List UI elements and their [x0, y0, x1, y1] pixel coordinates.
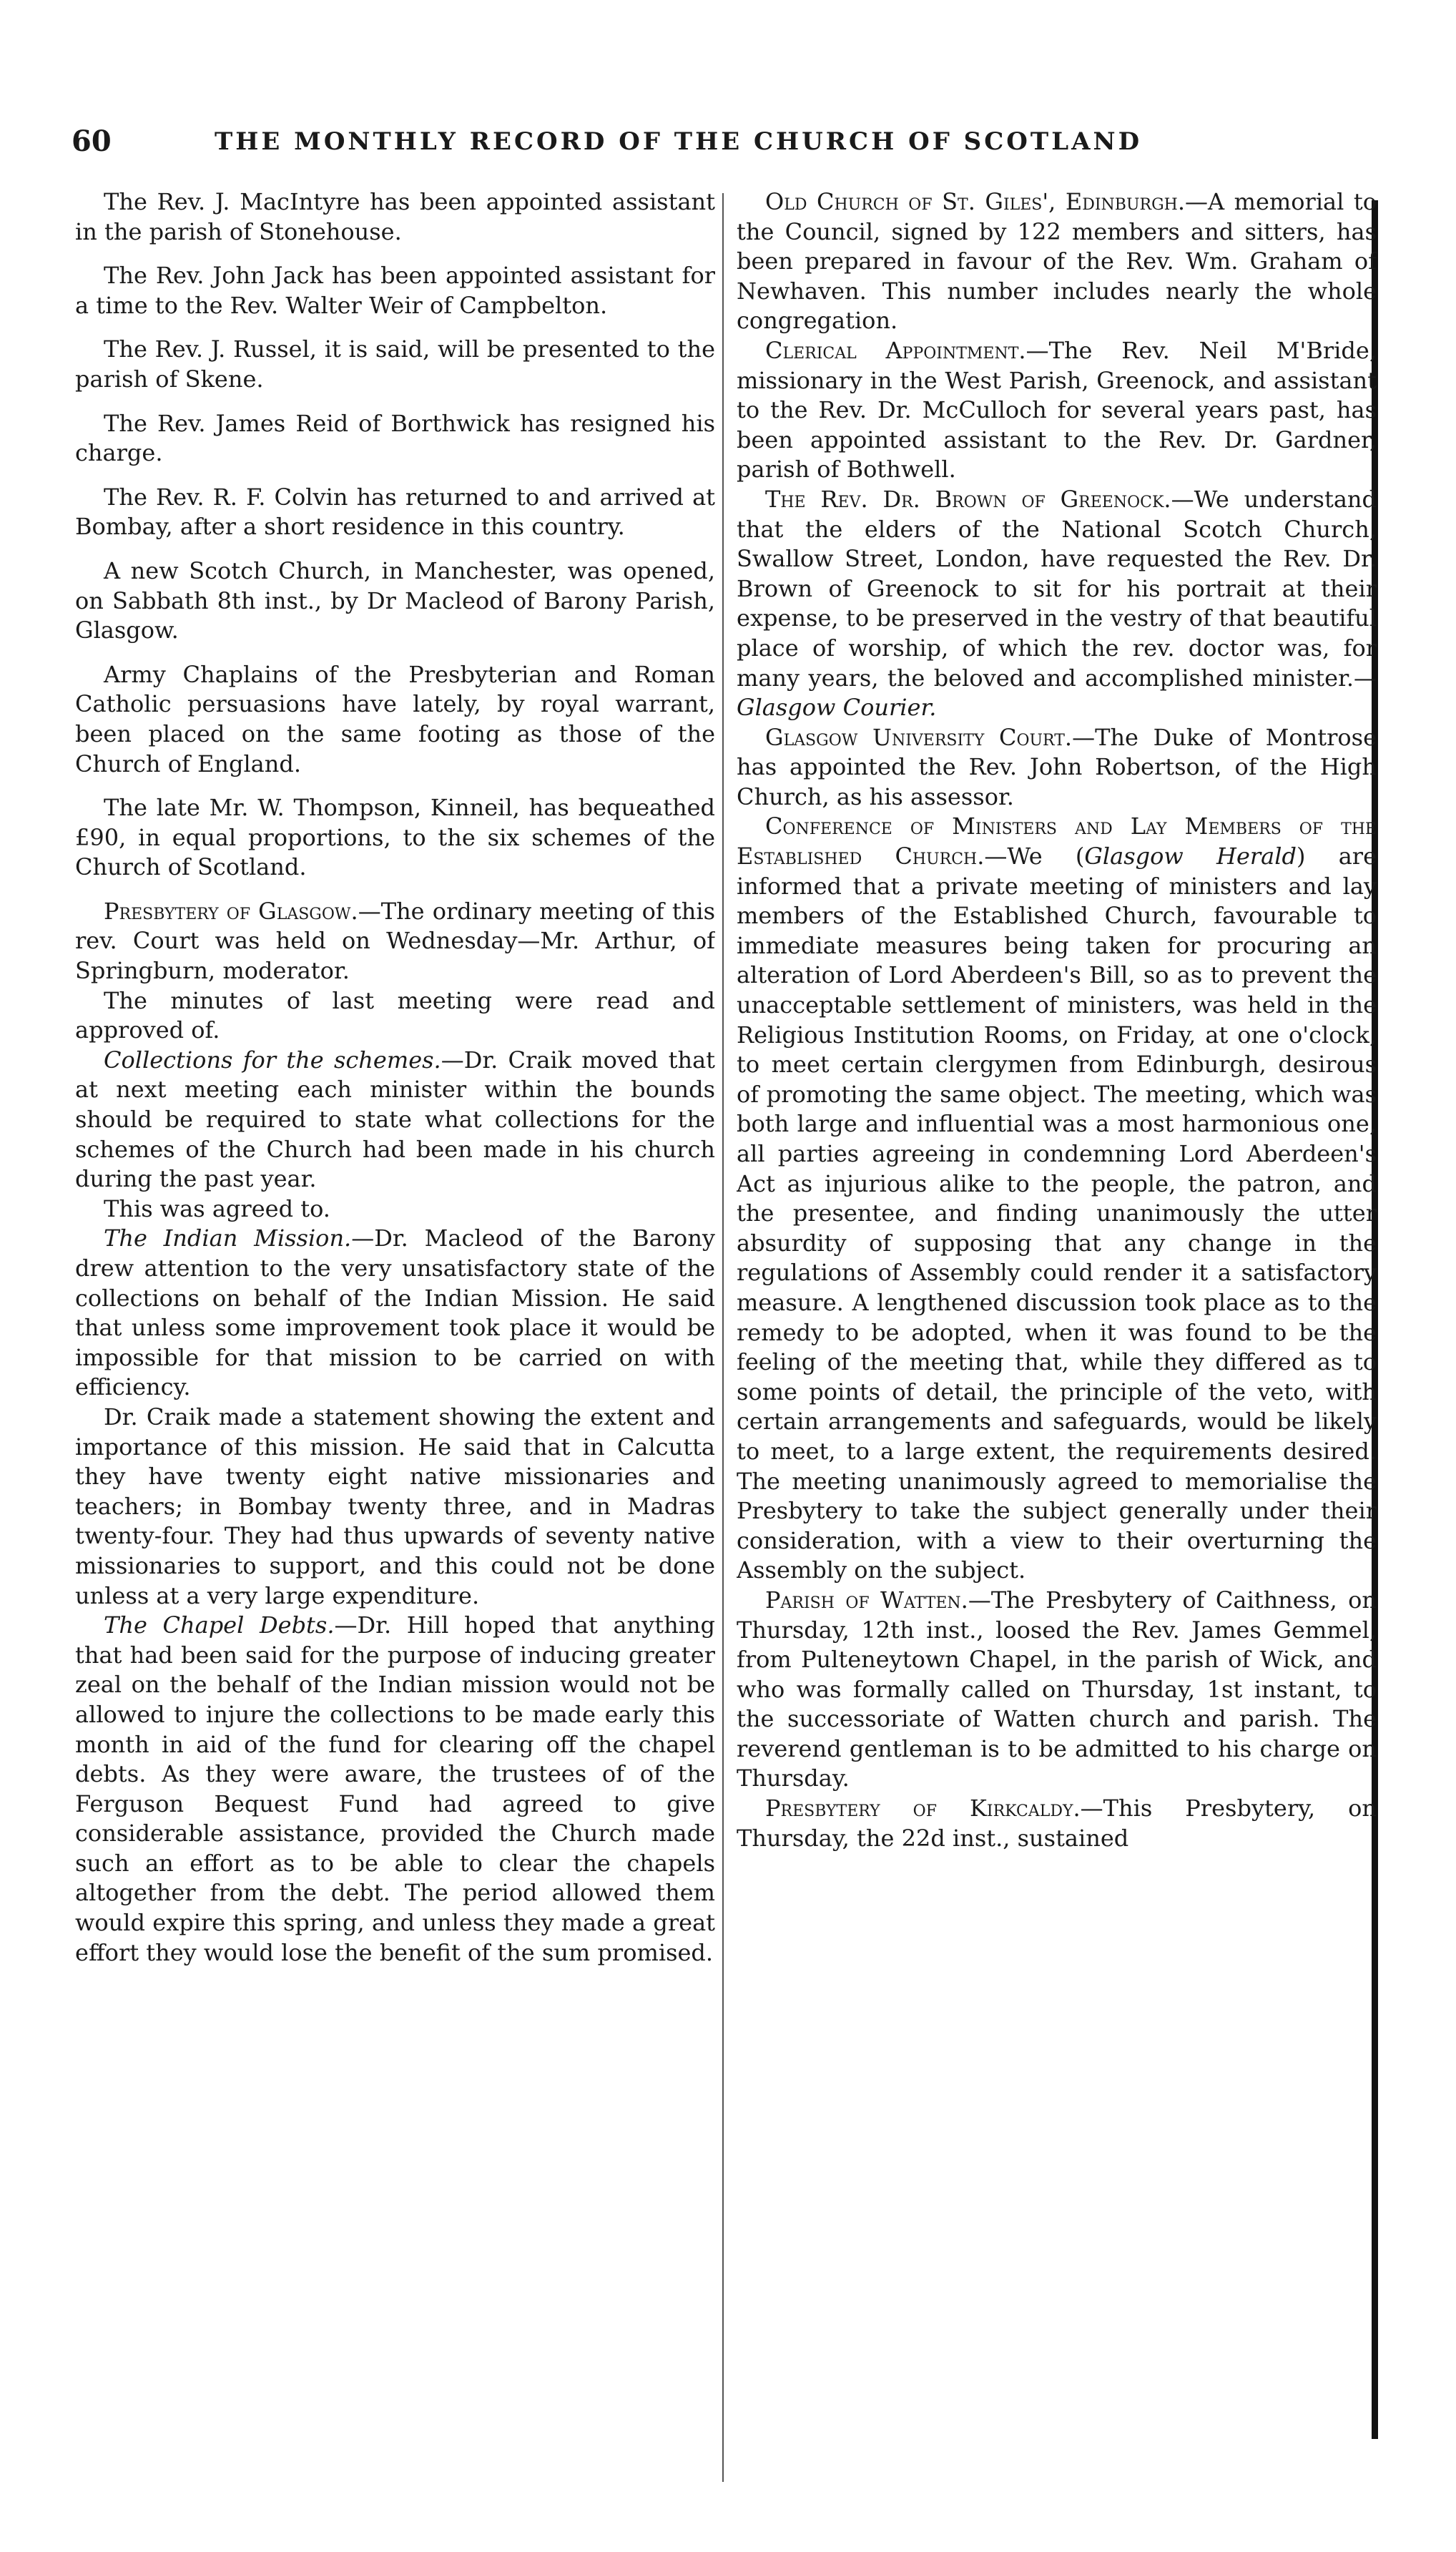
paragraph-body: —The Presbytery of Caithness, on Thursday, 12th inst., loosed the Rev. James Gemmel, from Pulteneytown Chapel, in the parish of Wick, and who was formally called on Thursday, 1st instant, to the successoriate of Watten church and parish. The reverend gentleman is to be admitted to his charge on Thursday.	[737, 1586, 1377, 1792]
paragraph-body: —The Rev. Neil M'Bride, missionary in the West Parish, Greenock, and assistant to the Rev. Dr. McCulloch for several years past, has been appointed assistant to the Rev. Dr. Gardner, parish of Bothwell.	[737, 336, 1377, 484]
paragraph-body: —A memorial to the Council, signed by 122 members and sitters, has been prepared in favour of the Rev. Wm. Graham of Newhaven. This number includes nearly the whole congregation.	[737, 188, 1377, 335]
section-heading: Old Church of St. Giles', Edinburgh.	[765, 188, 1186, 215]
section-heading: Presbytery of Kirkcaldy.	[765, 1795, 1081, 1822]
section-heading: Clerical Appointment.	[765, 336, 1026, 364]
paragraph-body: —Dr. Macleod of the Barony drew attention to the very unsatisfactory state of the collections on behalf of the Indian Mission. He said that unless some improvement took place it would be impossible for that mission to be carried on with efficiency.	[75, 1225, 715, 1401]
paragraph-body: —The ordinary meeting of this rev. Court was held on Wednesday—Mr. Arthur, of Springburn, moderator.	[75, 897, 715, 985]
paragraph-chapel-debts	[75, 1611, 715, 1968]
paragraph-body: —We understand that the elders of the National Scotch Church, Swallow Street, London, have requested the Rev. Dr. Brown of Greenock to sit for his portrait at their expense, to be preserved in the vestry of that beautiful place of worship, of which the rev. doctor was, for many years, the beloved and accomplished minister.—	[737, 485, 1377, 692]
paragraph-colvin: The Rev. R. F. Colvin has returned to and arrived at Bombay, after a short residence in this country.	[75, 483, 715, 541]
source-citation: Glasgow Herald	[1084, 843, 1297, 870]
source-citation: Glasgow Courier.	[737, 694, 937, 722]
paragraph-jack: The Rev. John Jack has been appointed assistant for a time to the Rev. Walter Weir of Campbelton.	[75, 262, 715, 319]
paragraph-agreed: This was agreed to.	[104, 1194, 330, 1222]
paragraph-craik-statement: Dr. Craik made a statement showing the extent and importance of this mission. He said that in Calcutta they have twenty eight native missionaries and teachers; in Bombay twenty three, and in Madras twenty-four. They had thus upwards of seventy native missionaries to support, and this could not be done unless at a very large expenditure.	[75, 1403, 715, 1609]
section-heading: Glasgow University Court.	[765, 723, 1073, 751]
right-column	[737, 187, 1377, 2490]
paragraph-collections	[75, 1046, 715, 1194]
paragraph-body: ) are informed that a private meeting of ministers and lay members of the Established Church, favourable to immediate measures being taken for procuring an alteration of Lord Aberdeen's Bill, so as to prevent the unacceptable settlement of ministers, was held in the Religious Institution Rooms, on Friday, at one o'clock, to meet certain clergymen from Edinburgh, desirous of promoting the same object. The meeting, which was both large and influential was a most harmonious one, all parties agreeing in condemning Lord Aberdeen's Act as injurious alike to the people, the patron, and the presentee, and finding unanimously the utter absurdity of supposing that any change in the regulations of Assembly could render it a satisfactory measure. A lengthened discussion took place as to the remedy to be adopted, when it was found to be the feeling of the meeting that, while they differed as to some points of detail, the principle of the veto, with certain arrangements and safeguards, would be likely to meet, to a large extent, the requirements desired. The meeting unanimously agreed to memorialise the Presbytery to take the subject generally under their consideration, with a view to their overturning the Assembly on the subject.	[737, 843, 1377, 1584]
page-number: 60	[72, 124, 112, 158]
left-column	[75, 187, 715, 2490]
paragraph-body: —Dr. Craik moved that at next meeting each minister within the bounds should be required to state what collections for the schemes of the Church had been made in his church during the past year.	[75, 1046, 715, 1193]
paragraph-russel: The Rev. J. Russel, it is said, will be presented to the parish of Skene.	[75, 335, 715, 393]
paragraph-university-court	[737, 723, 1377, 813]
column-divider	[722, 193, 724, 2482]
page-header	[72, 120, 1144, 163]
subsection-heading: Collections for the schemes.	[104, 1046, 441, 1074]
paragraph-presbytery-glasgow	[75, 897, 715, 986]
paragraph-conference	[737, 812, 1377, 1585]
paragraph-presbytery-kirkcaldy	[737, 1794, 1377, 1853]
paragraph-army-chaplains: Army Chaplains of the Presbyterian and Roman Catholic persuasions have lately, by royal warrant, been placed on the same footing as those of the Church of England.	[75, 660, 715, 777]
paragraph-reid: The Rev. James Reid of Borthwick has resigned his charge.	[75, 409, 715, 467]
paragraph-minutes: The minutes of last meeting were read and approved of.	[75, 986, 715, 1044]
paragraph-thompson-bequest: The late Mr. W. Thompson, Kinneil, has bequeathed £90, in equal proportions, to the six schemes of the Church of Scotland.	[75, 794, 715, 881]
paragraph-clerical-appointment	[737, 336, 1377, 485]
paragraph-dr-brown	[737, 485, 1377, 723]
paragraph-manchester-church: A new Scotch Church, in Manchester, was opened, on Sabbath 8th inst., by Dr Macleod of Barony Parish, Glasgow.	[75, 556, 715, 644]
paragraph-st-giles	[737, 187, 1377, 336]
section-heading: Conference of Ministers and Lay Members of the Established Church.	[737, 813, 1377, 870]
subsection-heading: The Chapel Debts.	[104, 1611, 335, 1639]
section-heading: Presbytery of Glasgow.	[104, 897, 358, 925]
paragraph-parish-watten	[737, 1586, 1377, 1794]
paragraph-indian-mission	[75, 1224, 715, 1403]
paragraph-body: —Dr. Hill hoped that anything that had been said for the purpose of inducing greater zeal on the behalf of the Indian mission would not be allowed to injure the collections to be made early this month in aid of the fund for clearing off the chapel debts. As they were aware, the trustees of of the Ferguson Bequest Fund had agreed to give considerable assistance, provided the Church made such an effort as to be able to clear the chapels altogether from the debt. The period allowed them would expire this spring, and unless they made a great effort they would lose the benefit of the sum promised.	[75, 1611, 715, 1966]
subsection-heading: The Indian Mission.	[104, 1225, 352, 1252]
paragraph-macintyre: The Rev. J. MacIntyre has been appointed assistant in the parish of Stonehouse.	[75, 188, 715, 245]
section-heading: Parish of Watten.	[765, 1586, 968, 1614]
paragraph-body: —We (	[984, 843, 1085, 870]
running-head: THE MONTHLY RECORD OF THE CHURCH OF SCOTLAND	[215, 127, 1143, 156]
paragraph-body: —The Duke of Montrose has appointed the Rev. John Robertson, of the High Church, as his assessor.	[737, 723, 1377, 810]
paragraph-body: —This Presbytery, on Thursday, the 22d inst., sustained	[737, 1795, 1377, 1852]
section-heading: The Rev. Dr. Brown of Greenock.	[765, 485, 1171, 513]
